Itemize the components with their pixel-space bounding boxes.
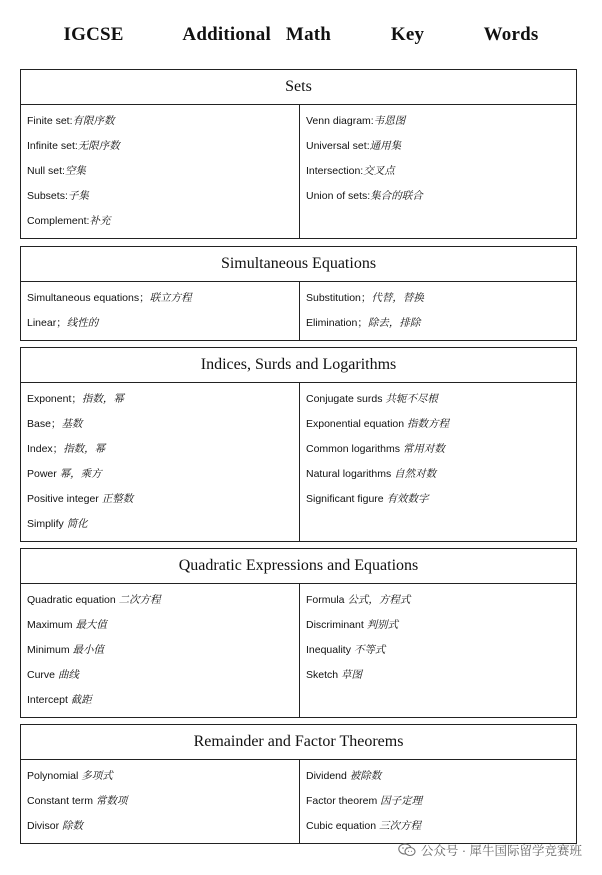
term-en: Infinite set:: [27, 140, 78, 152]
term-item: [306, 789, 570, 814]
term-zh: 最大值: [75, 619, 107, 631]
term-zh: 判别式: [366, 619, 399, 631]
section-heading: Sets: [21, 70, 576, 105]
left-column: [21, 282, 300, 340]
term-item: [27, 184, 293, 209]
term-en: Complement:: [27, 215, 90, 227]
term-en: Positive integer: [27, 493, 99, 505]
section-heading: Indices, Surds and Logarithms: [21, 348, 576, 383]
section-heading: Simultaneous Equations: [21, 247, 576, 282]
term-en: Polynomial: [27, 770, 79, 782]
term-zh: 交叉点: [363, 165, 395, 177]
term-item: [27, 209, 293, 234]
term-item: [27, 159, 293, 184]
left-column: [21, 584, 300, 717]
term-zh: 草图: [341, 669, 363, 681]
term-zh: 共轭不尽根: [385, 393, 438, 405]
term-zh: 有限序数: [72, 115, 115, 127]
term-item: [306, 412, 570, 437]
term-en: Elimination；: [306, 317, 368, 329]
term-zh: 截距: [70, 694, 92, 706]
term-zh: 最小值: [72, 644, 105, 656]
term-item: [306, 663, 570, 688]
section-simultaneous-equations: [20, 246, 577, 341]
term-en: Divisor: [27, 820, 60, 832]
term-item: [306, 487, 570, 512]
left-column: [21, 760, 300, 843]
section-quadratic: [20, 548, 577, 718]
term-item: [27, 512, 293, 537]
term-zh: 多项式: [81, 770, 113, 782]
term-zh: 通用集: [369, 140, 402, 152]
term-zh: 韦恩图: [373, 115, 406, 127]
wechat-icon: [398, 843, 416, 857]
term-en: Formula: [306, 594, 345, 606]
term-en: Intersection:: [306, 165, 364, 177]
watermark: [398, 841, 582, 859]
right-column: [300, 282, 576, 340]
right-column: [300, 760, 576, 843]
term-item: [306, 437, 570, 462]
term-en: Discriminant: [306, 619, 364, 631]
term-en: Exponent；: [27, 393, 82, 405]
term-en: Subsets:: [27, 190, 68, 202]
term-zh: 指数方程: [407, 418, 450, 430]
term-item: [27, 387, 293, 412]
term-item: [27, 663, 293, 688]
term-en: Linear；: [27, 317, 67, 329]
section-heading: Quadratic Expressions and Equations: [21, 549, 576, 584]
term-zh: 有效数字: [386, 493, 429, 505]
term-zh: 空集: [64, 165, 86, 177]
term-item: [27, 487, 293, 512]
section-sets: [20, 69, 577, 239]
term-item: [27, 286, 293, 311]
term-en: Null set:: [27, 165, 65, 177]
term-zh: 联立方程: [149, 292, 192, 304]
term-item: [306, 286, 570, 311]
term-item: [27, 437, 293, 462]
term-item: [306, 764, 570, 789]
term-item: [306, 588, 570, 613]
term-zh: 被除数: [349, 770, 382, 782]
term-item: [27, 814, 293, 839]
term-zh: 常用对数: [402, 443, 445, 455]
term-en: Finite set:: [27, 115, 73, 127]
term-item: [27, 109, 293, 134]
term-item: [27, 688, 293, 713]
term-en: Simultaneous equations；: [27, 292, 150, 304]
left-column: [21, 105, 300, 238]
term-zh: 代替，替换: [371, 292, 424, 304]
term-item: [27, 134, 293, 159]
term-item: [27, 613, 293, 638]
term-en: Simplify: [27, 518, 64, 530]
term-zh: 指数，幂: [81, 393, 124, 405]
term-en: Quadratic equation: [27, 594, 116, 606]
term-item: [27, 412, 293, 437]
term-en: Base；: [27, 418, 62, 430]
term-en: Universal set:: [306, 140, 370, 152]
term-zh: 除数: [62, 820, 84, 832]
term-item: [27, 311, 293, 336]
term-zh: 子集: [67, 190, 89, 202]
term-en: Curve: [27, 669, 56, 681]
term-item: [27, 789, 293, 814]
term-item: [306, 311, 570, 336]
term-zh: 幂，乘方: [59, 468, 102, 480]
term-item: [306, 613, 570, 638]
term-en: Maximum: [27, 619, 73, 631]
term-en: Index；: [27, 443, 64, 455]
term-item: [306, 159, 570, 184]
term-en: Factor theorem: [306, 795, 378, 807]
term-zh: 曲线: [57, 669, 79, 681]
term-zh: 简化: [66, 518, 88, 530]
term-en: Conjugate surds: [306, 393, 383, 405]
term-item: [306, 184, 570, 209]
term-item: [27, 462, 293, 487]
term-item: [27, 588, 293, 613]
term-zh: 公式，方程式: [347, 594, 411, 606]
term-en: Minimum: [27, 644, 70, 656]
term-zh: 除去，排除: [367, 317, 421, 329]
term-en: Venn diagram:: [306, 115, 374, 127]
term-zh: 二次方程: [118, 594, 161, 606]
term-en: Dividend: [306, 770, 347, 782]
term-zh: 自然对数: [394, 468, 437, 480]
term-item: [306, 814, 570, 839]
term-item: [306, 109, 570, 134]
term-zh: 常数项: [95, 795, 128, 807]
term-zh: 集合的联合: [370, 190, 423, 202]
term-en: Constant term: [27, 795, 93, 807]
term-en: Common logarithms: [306, 443, 400, 455]
term-zh: 正整数: [101, 493, 134, 505]
term-en: Sketch: [306, 669, 339, 681]
term-item: [27, 638, 293, 663]
term-en: Union of sets:: [306, 190, 371, 202]
term-zh: 补充: [89, 215, 111, 227]
term-item: [27, 764, 293, 789]
term-item: [306, 387, 570, 412]
term-item: [306, 134, 570, 159]
right-column: [300, 105, 576, 238]
term-zh: 线性的: [66, 317, 99, 329]
page-title: IGCSE Additional Math Key Words: [63, 24, 539, 45]
term-zh: 三次方程: [378, 820, 421, 832]
watermark-text: 公众号 · 犀牛国际留学竞赛班: [420, 844, 582, 858]
term-zh: 无限序数: [77, 140, 120, 152]
term-zh: 基数: [61, 418, 83, 430]
term-item: [306, 462, 570, 487]
right-column: [300, 383, 576, 541]
section-heading: Remainder and Factor Theorems: [21, 725, 576, 760]
section-remainder-factor: [20, 724, 577, 844]
left-column: [21, 383, 300, 541]
term-en: Power: [27, 468, 57, 480]
term-en: Exponential equation: [306, 418, 405, 430]
term-item: [306, 638, 570, 663]
term-en: Cubic equation: [306, 820, 377, 832]
term-en: Significant figure: [306, 493, 384, 505]
term-zh: 因子定理: [380, 795, 423, 807]
section-indices-surds-logarithms: [20, 347, 577, 542]
term-en: Inequality: [306, 644, 351, 656]
term-zh: 不等式: [353, 644, 386, 656]
right-column: [300, 584, 576, 717]
term-zh: 指数，幂: [63, 443, 106, 455]
term-en: Intercept: [27, 694, 68, 706]
term-en: Natural logarithms: [306, 468, 392, 480]
term-en: Substitution；: [306, 292, 372, 304]
